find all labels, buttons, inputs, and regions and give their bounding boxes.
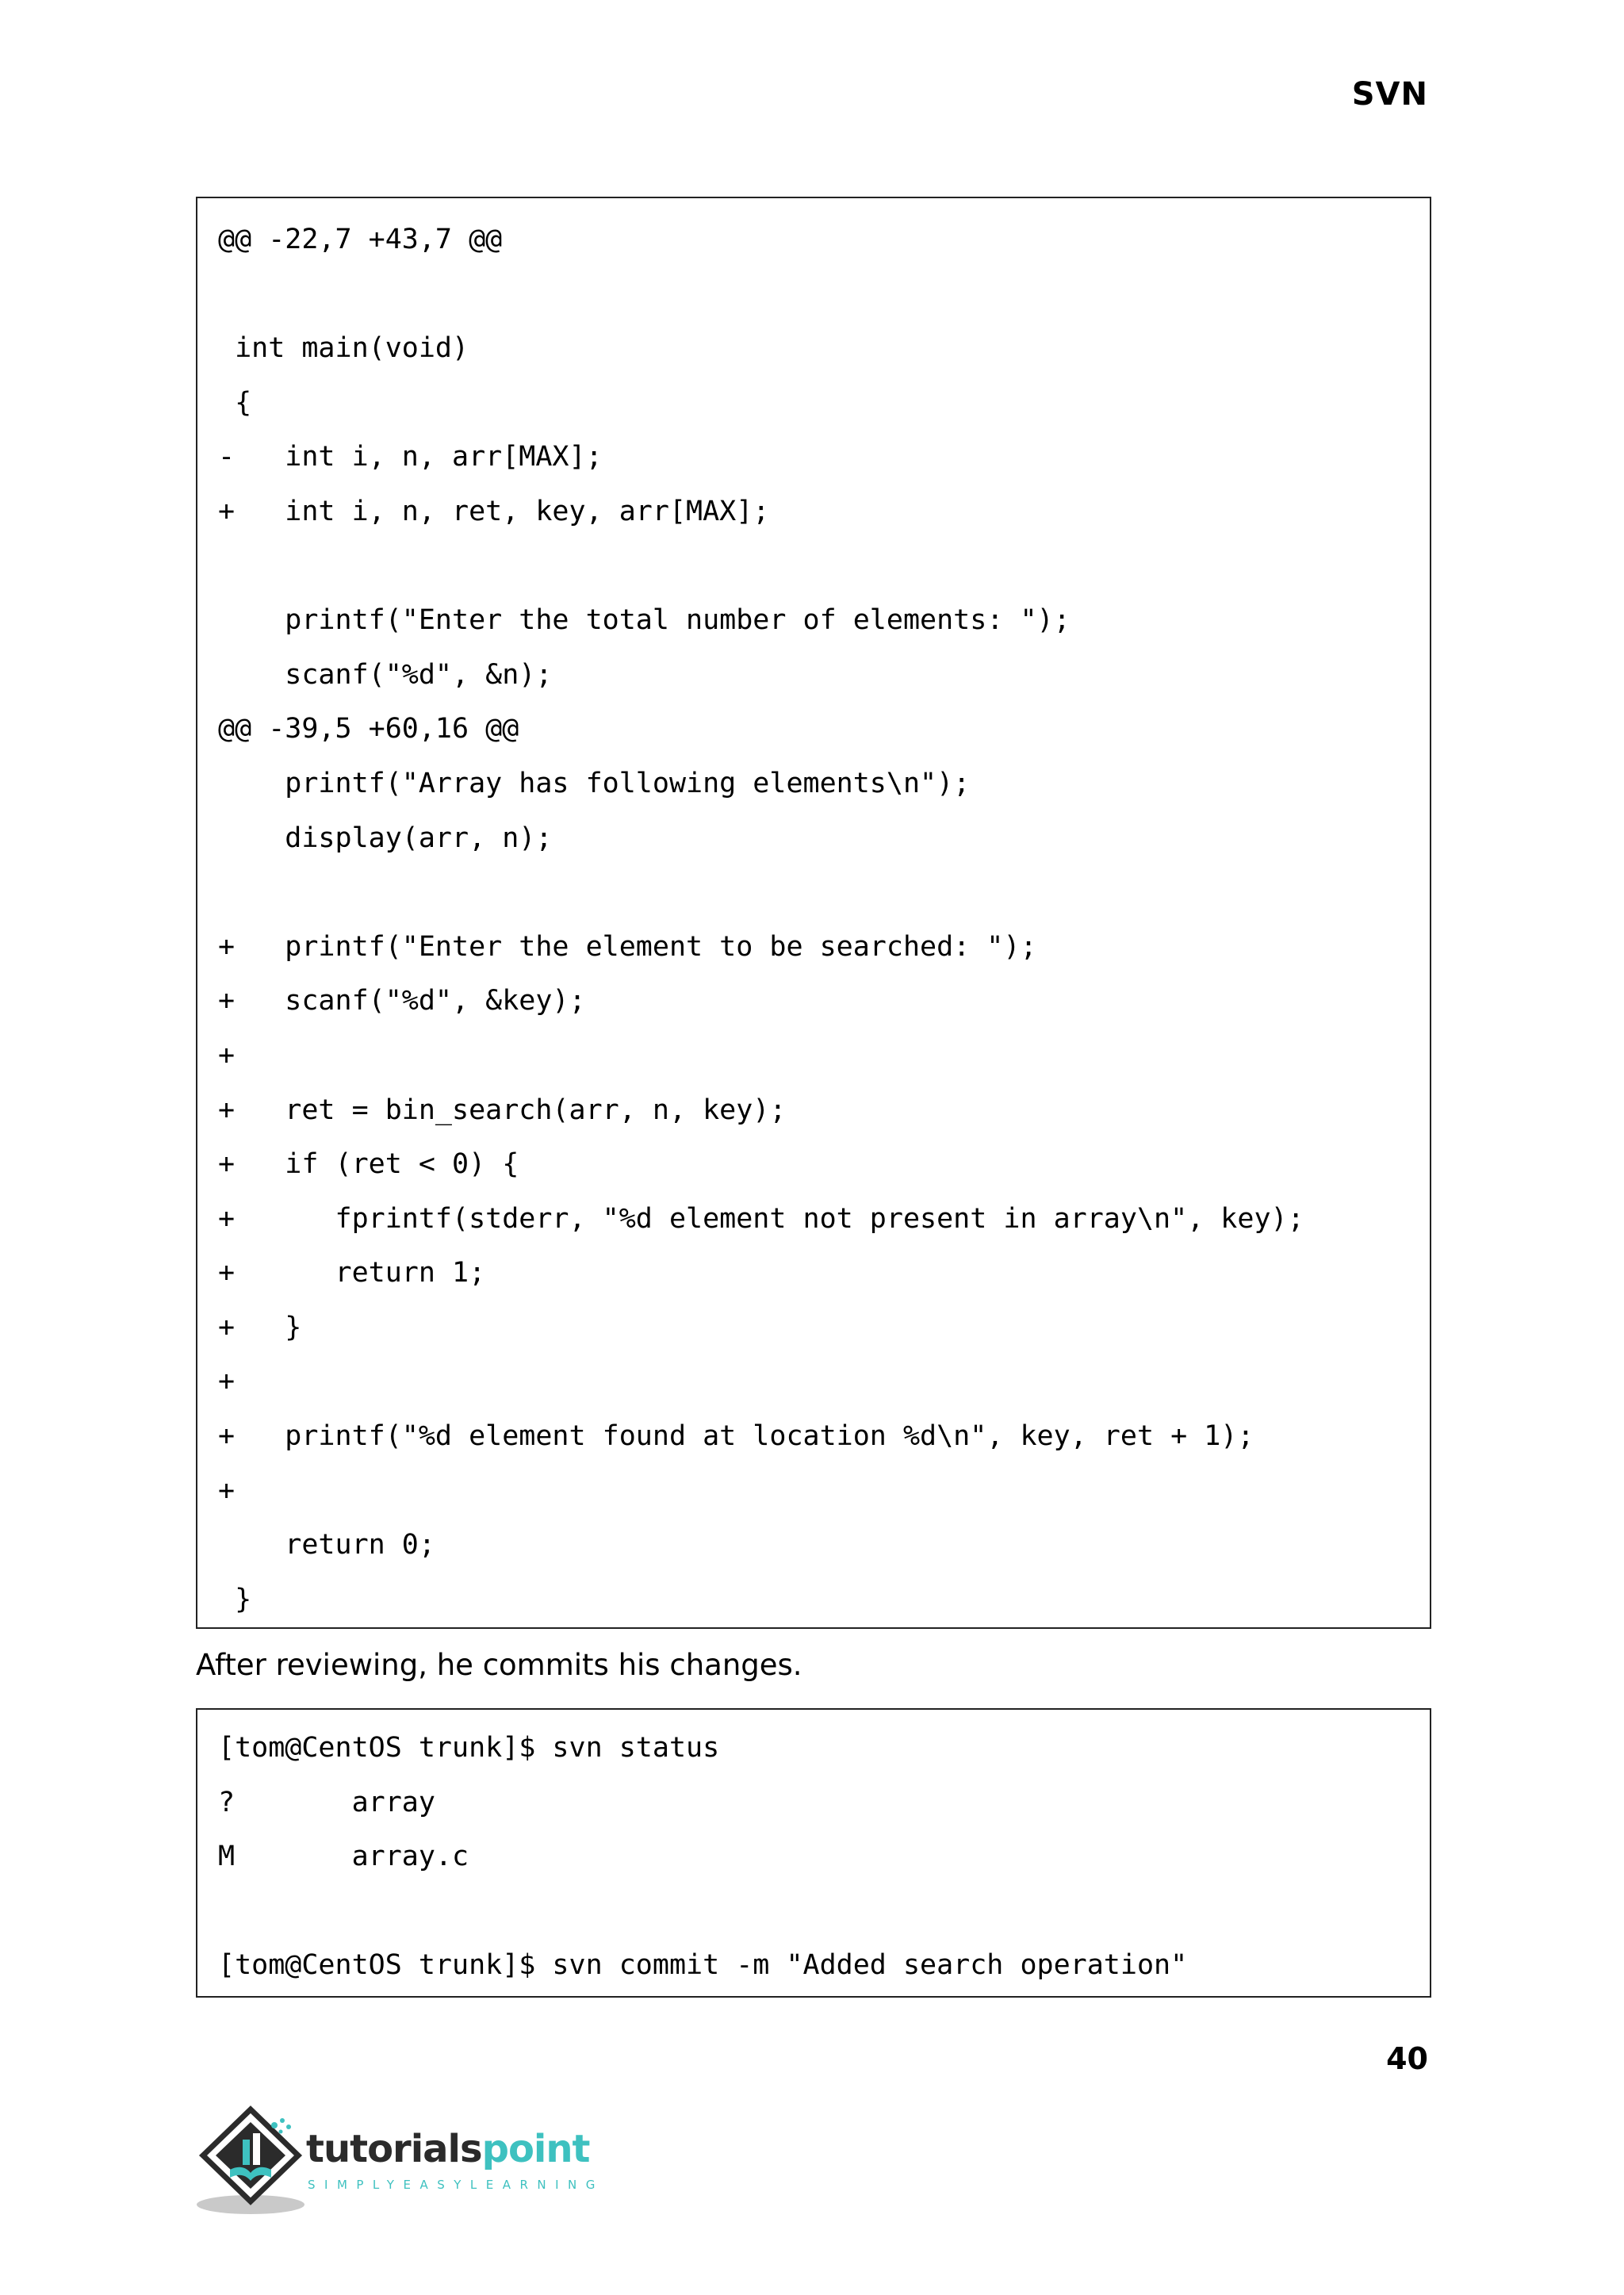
code-line: + scanf("%d", &key);	[218, 985, 586, 1017]
code-line: +	[218, 1474, 236, 1507]
logo-word-part2: point	[481, 2127, 590, 2171]
code-line	[218, 865, 1409, 920]
code-line	[218, 539, 1409, 594]
code-line: + printf("%d element found at location %d\n", key, ret + 1);	[218, 1420, 1254, 1453]
body-paragraph: After reviewing, he commits his changes.	[196, 1648, 802, 1682]
code-line: scanf("%d", &n);	[218, 658, 553, 691]
diff-code-block	[196, 197, 1431, 1629]
code-line: + int i, n, ret, key, arr[MAX];	[218, 495, 770, 527]
code-line: printf("Enter the total number of elements: ");	[218, 604, 1071, 637]
code-line: + ret = bin_search(arr, n, key);	[218, 1094, 787, 1126]
code-line: ? array	[218, 1786, 435, 1818]
code-line: + printf("Enter the element to be searched: ");	[218, 930, 1037, 963]
code-line: [tom@CentOS trunk]$ svn status	[218, 1732, 720, 1764]
code-line: }	[218, 1583, 252, 1615]
code-line: display(arr, n);	[218, 822, 553, 854]
logo-word-part1: tutorials	[306, 2127, 482, 2171]
code-line: - int i, n, arr[MAX];	[218, 441, 603, 473]
logo-emblem-icon	[195, 2102, 306, 2220]
code-line: @@ -22,7 +43,7 @@	[218, 224, 503, 255]
page-number: 40	[1386, 2041, 1428, 2076]
code-line: {	[218, 386, 252, 419]
terminal-code-block	[196, 1708, 1431, 1998]
code-line: + }	[218, 1311, 302, 1343]
page-header-title: SVN	[1351, 76, 1428, 113]
code-line: +	[218, 1366, 236, 1398]
code-line: + if (ret < 0) {	[218, 1148, 519, 1181]
code-line: + return 1;	[218, 1257, 486, 1289]
tutorialspoint-logo	[195, 2102, 604, 2220]
logo-tagline: SIMPLYEASYLEARNING	[308, 2178, 604, 2192]
code-line: return 0;	[218, 1529, 435, 1561]
code-line: M array.c	[218, 1841, 469, 1873]
code-line: [tom@CentOS trunk]$ svn commit -m "Added search operation"	[218, 1949, 1188, 1982]
code-line: + fprintf(stderr, "%d element not present in array\n", key);	[218, 1202, 1304, 1235]
code-line	[218, 267, 1409, 322]
logo-wordmark	[306, 2127, 589, 2171]
code-line: int main(void)	[218, 332, 469, 365]
code-line: printf("Array has following elements\n");	[218, 767, 971, 799]
code-line	[218, 1884, 1409, 1939]
code-line: @@ -39,5 +60,16 @@	[218, 713, 519, 745]
code-line: +	[218, 1039, 236, 1071]
